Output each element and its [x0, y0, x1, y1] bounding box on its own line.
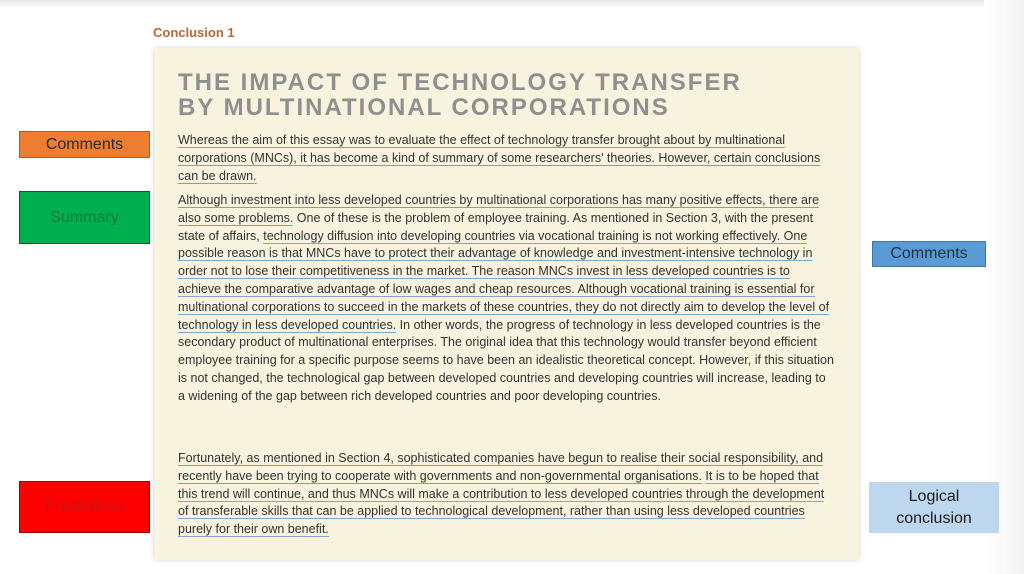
title-line-2: BY MULTINATIONAL CORPORATIONS: [178, 94, 670, 121]
paragraph-text-segment: technology diffusion into developing countries via vocational training is not working effectively. One possible reason is that MNCs have to protect their advantage of knowledge and investment-intensive technology in order not to lose their competitiveness in the market. The reason MNCs invest in less developed countries is to achieve the comparative advantage of low wages and cheap resources. Although vocational training is essential for multinational corporations to succeed in the markets of these countries, they do not directly aim to develop the level of technology in less developed countries.: [178, 228, 830, 332]
section-heading: Conclusion 1: [153, 25, 235, 40]
paragraph-summary: [178, 192, 834, 406]
paragraph-comments: [178, 132, 834, 185]
paragraph-text-segment: One of these is the problem of employee training. As mentioned in Section 3, with the present state of affairs,: [178, 210, 814, 243]
predictions-label: Predictions: [19, 481, 150, 533]
comments-right-label: Comments: [872, 241, 986, 267]
title-line-1: THE IMPACT OF TECHNOLOGY TRANSFER: [178, 69, 742, 96]
paragraph-text-segment: Whereas the aim of this essay was to evaluate the effect of technology transfer brought about by multinational corporations (MNCs), it has become a kind of summary of some researchers' theories. However, certain conclusions can be drawn.: [178, 133, 821, 183]
paragraph-text-segment: Fortunately, as mentioned in Section 4, sophisticated companies have begun to realise their social responsibility, and recently have been trying to cooperate with governments and non-governmental organisations.: [178, 451, 824, 483]
slide-top-shadow: [0, 0, 1024, 8]
summary-label: Summary: [19, 191, 150, 244]
document-title: [178, 70, 838, 120]
logical-conclusion-label: Logical conclusion: [869, 482, 999, 533]
comments-left-label: Comments: [19, 131, 150, 158]
paragraph-text-segment: It is to be hoped that this trend will continue, and thus MNCs will make a contribution to less developed countries through the development of transferable skills that can be applied to technological development, rather than using less developed countries purely for their own benefit.: [178, 468, 825, 537]
paragraph-predictions: [178, 450, 834, 539]
paragraph-text-segment: In other words, the progress of technology in less developed countries is the secondary product of multinational enterprises. The original idea that this technology would transfer beyond efficient employee training for a specific purpose seems to have been an idealistic theoretical concept. However, if this situation is not changed, the technological gap between developed countries and developing countries will increase, leading to a widening of the gap between rich developed countries and poor developing countries.: [178, 317, 834, 403]
paragraph-text-segment: Although investment into less developed countries by multinational corporations has many positive effects, there are also some problems.: [178, 193, 820, 225]
